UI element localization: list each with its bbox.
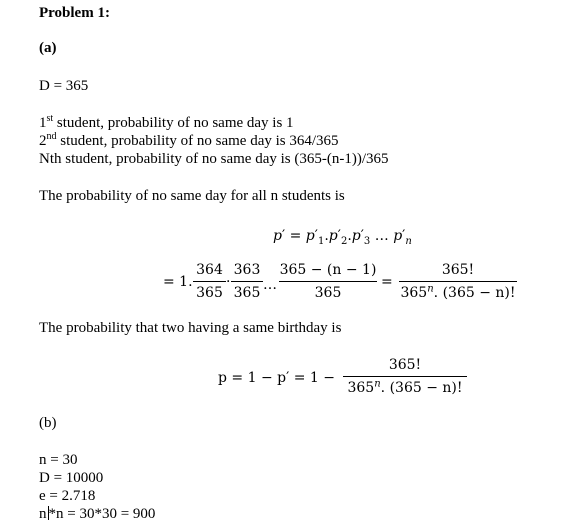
n-value: n = 30	[39, 452, 78, 468]
den-base: 365	[347, 380, 375, 396]
den-exponent: n	[374, 378, 381, 390]
denominator: 365	[314, 285, 342, 301]
second-student-line	[39, 132, 339, 150]
ordinal-number: 2	[39, 133, 47, 149]
ordinal-suffix: st	[46, 113, 54, 124]
numerator: 364	[196, 262, 223, 278]
part-b-label: (b)	[39, 415, 57, 431]
denominator: 365	[196, 285, 223, 301]
nth-student-line: Nth student, probability of no same day is (365-(n-1))/365	[39, 151, 389, 167]
eq-ellipsis: …	[370, 228, 394, 244]
eq-subscript: 2	[340, 235, 348, 247]
den-rest: . (365 − n)!	[380, 380, 463, 396]
den-exponent: n	[427, 283, 434, 295]
eq2-equals: =	[381, 274, 393, 290]
eq-prime: ′	[402, 228, 406, 244]
eq-var: p	[273, 228, 282, 244]
fraction-factorial	[399, 261, 517, 302]
fraction-bar	[231, 281, 263, 282]
fraction-364-365	[193, 261, 226, 302]
eq-var: p	[393, 228, 403, 244]
eq-prime: ′	[281, 228, 286, 244]
denominator	[343, 379, 467, 397]
fraction-factorial	[343, 356, 467, 397]
denominator	[399, 284, 517, 302]
den-base: 365	[400, 285, 428, 301]
d-value: D = 10000	[39, 470, 104, 486]
n-squared-line	[39, 505, 155, 523]
eq2-ellipsis: …	[263, 277, 277, 293]
eq-var: p	[351, 228, 361, 244]
ordinal-suffix: nd	[46, 131, 57, 142]
eq2-lead: = 1.	[163, 274, 193, 290]
fraction-bar	[399, 281, 517, 282]
d-definition: D = 365	[39, 78, 89, 94]
eq-var: p	[328, 228, 338, 244]
eq-prime: ′	[337, 228, 341, 244]
den-rest: . (365 − n)!	[433, 285, 516, 301]
line-text: student, probability of no same day is 364/365	[56, 133, 339, 149]
eq-dot: .	[324, 228, 329, 244]
prob-none-sentence: The probability of no same day for all n students is	[39, 188, 345, 204]
line-text: *n = 30*30 = 900	[48, 506, 156, 522]
eq2-dot: ·	[226, 274, 231, 290]
eq-subscript: 1	[317, 235, 325, 247]
ordinal-number: 1	[39, 115, 47, 131]
eq-prime: ′	[314, 228, 318, 244]
equation-product	[273, 227, 412, 245]
part-a-label: (a)	[39, 40, 57, 56]
fraction-bar	[279, 281, 377, 282]
line-text: student, probability of no same day is 1	[53, 115, 294, 131]
denominator: 365	[233, 285, 261, 301]
problem-title: Problem 1:	[39, 5, 110, 21]
prob-same-sentence: The probability that two having a same birthday is	[39, 320, 342, 336]
eq-equals: =	[285, 228, 306, 244]
numerator: 365 − (n − 1)	[279, 262, 377, 278]
first-student-line	[39, 114, 294, 132]
line-text: n	[39, 506, 47, 522]
eq-subscript: 3	[363, 235, 371, 247]
eq3-lead: p = 1 − p′ = 1 −	[218, 370, 335, 386]
fraction-bar	[343, 376, 467, 377]
fraction-bar	[193, 281, 226, 282]
numerator: 365!	[388, 357, 422, 373]
fraction-general-term	[279, 261, 377, 302]
eq-dot: .	[347, 228, 352, 244]
e-value: e = 2.718	[39, 488, 96, 504]
eq-subscript: n	[405, 235, 412, 247]
eq-prime: ′	[360, 228, 364, 244]
fraction-363-365	[231, 261, 263, 302]
numerator: 363	[233, 262, 261, 278]
eq-var: p	[305, 228, 315, 244]
numerator: 365!	[441, 262, 475, 278]
